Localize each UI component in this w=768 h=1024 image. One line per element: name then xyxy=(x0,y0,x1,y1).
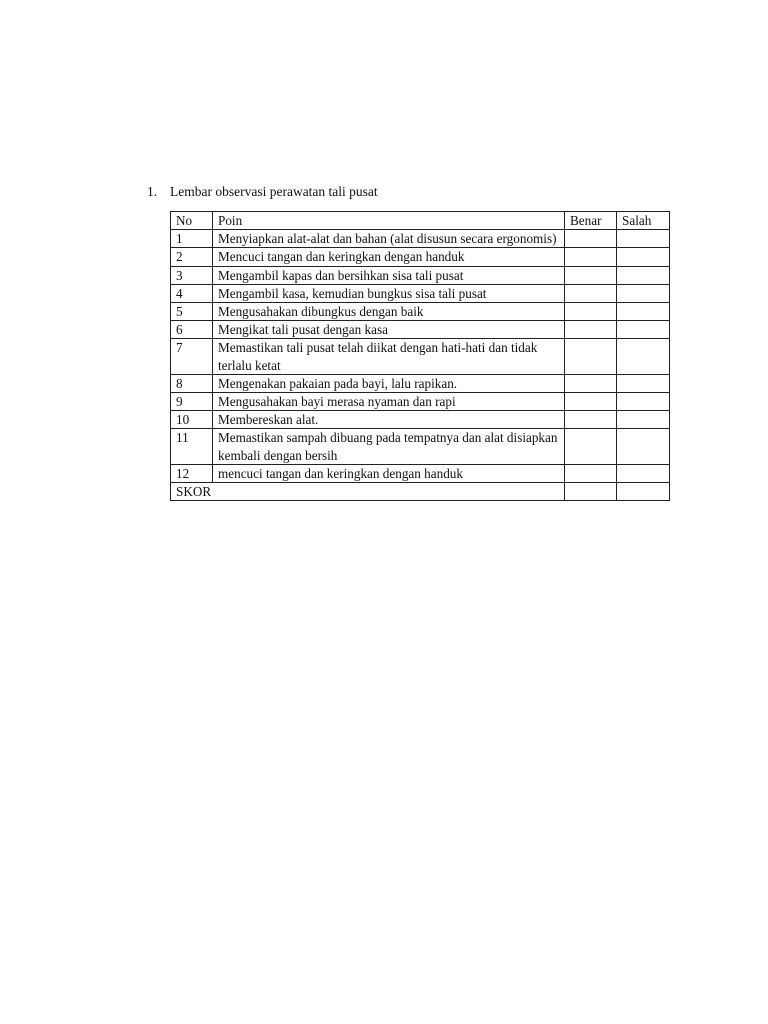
row-benar-cell[interactable] xyxy=(565,303,617,321)
header-poin: Poin xyxy=(213,212,565,230)
row-poin: Mengusahakan bayi merasa nyaman dan rapi xyxy=(213,393,565,411)
row-benar-cell[interactable] xyxy=(565,374,617,392)
list-heading xyxy=(147,183,378,200)
table-row xyxy=(171,266,670,284)
row-no: 8 xyxy=(171,374,213,392)
row-benar-cell[interactable] xyxy=(565,464,617,482)
heading-text: Lembar observasi perawatan tali pusat xyxy=(170,184,378,199)
row-no: 11 xyxy=(171,429,213,464)
row-poin: Membereskan alat. xyxy=(213,411,565,429)
row-salah-cell[interactable] xyxy=(617,464,670,482)
row-benar-cell[interactable] xyxy=(565,266,617,284)
row-no: 3 xyxy=(171,266,213,284)
table-row xyxy=(171,429,670,464)
row-no: 6 xyxy=(171,321,213,339)
table-row xyxy=(171,321,670,339)
row-poin: mencuci tangan dan keringkan dengan handuk xyxy=(213,464,565,482)
table-row xyxy=(171,303,670,321)
score-benar-cell[interactable] xyxy=(565,483,617,501)
row-no: 7 xyxy=(171,339,213,374)
row-benar-cell[interactable] xyxy=(565,411,617,429)
row-benar-cell[interactable] xyxy=(565,321,617,339)
table-row xyxy=(171,464,670,482)
table-row xyxy=(171,339,670,374)
row-benar-cell[interactable] xyxy=(565,393,617,411)
header-no: No xyxy=(171,212,213,230)
row-benar-cell[interactable] xyxy=(565,429,617,464)
observation-table xyxy=(170,211,670,501)
row-benar-cell[interactable] xyxy=(565,284,617,302)
row-salah-cell[interactable] xyxy=(617,284,670,302)
row-poin: Mencuci tangan dan keringkan dengan handuk xyxy=(213,248,565,266)
row-benar-cell[interactable] xyxy=(565,339,617,374)
row-no: 2 xyxy=(171,248,213,266)
table-row xyxy=(171,411,670,429)
table-row xyxy=(171,230,670,248)
row-poin: Memastikan sampah dibuang pada tempatnya dan alat disiapkan kembali dengan bersih xyxy=(213,429,565,464)
row-no: 4 xyxy=(171,284,213,302)
table-header-row xyxy=(171,212,670,230)
row-salah-cell[interactable] xyxy=(617,321,670,339)
row-salah-cell[interactable] xyxy=(617,411,670,429)
table-row xyxy=(171,284,670,302)
row-poin: Menyiapkan alat-alat dan bahan (alat disusun secara ergonomis) xyxy=(213,230,565,248)
row-salah-cell[interactable] xyxy=(617,374,670,392)
row-salah-cell[interactable] xyxy=(617,266,670,284)
row-no: 9 xyxy=(171,393,213,411)
row-poin: Memastikan tali pusat telah diikat dengan hati-hati dan tidak terlalu ketat xyxy=(213,339,565,374)
row-poin: Mengambil kasa, kemudian bungkus sisa tali pusat xyxy=(213,284,565,302)
score-label: SKOR xyxy=(171,483,565,501)
row-benar-cell[interactable] xyxy=(565,248,617,266)
row-no: 1 xyxy=(171,230,213,248)
row-salah-cell[interactable] xyxy=(617,303,670,321)
row-salah-cell[interactable] xyxy=(617,393,670,411)
row-poin: Mengusahakan dibungkus dengan baik xyxy=(213,303,565,321)
header-salah: Salah xyxy=(617,212,670,230)
list-number: 1. xyxy=(147,184,158,199)
score-row xyxy=(171,483,670,501)
table-row xyxy=(171,248,670,266)
table-row xyxy=(171,393,670,411)
header-benar: Benar xyxy=(565,212,617,230)
row-salah-cell[interactable] xyxy=(617,230,670,248)
row-no: 5 xyxy=(171,303,213,321)
table-row xyxy=(171,374,670,392)
row-no: 12 xyxy=(171,464,213,482)
row-benar-cell[interactable] xyxy=(565,230,617,248)
row-no: 10 xyxy=(171,411,213,429)
row-salah-cell[interactable] xyxy=(617,248,670,266)
row-salah-cell[interactable] xyxy=(617,339,670,374)
score-salah-cell[interactable] xyxy=(617,483,670,501)
row-salah-cell[interactable] xyxy=(617,429,670,464)
row-poin: Mengambil kapas dan bersihkan sisa tali pusat xyxy=(213,266,565,284)
row-poin: Mengenakan pakaian pada bayi, lalu rapikan. xyxy=(213,374,565,392)
row-poin: Mengikat tali pusat dengan kasa xyxy=(213,321,565,339)
